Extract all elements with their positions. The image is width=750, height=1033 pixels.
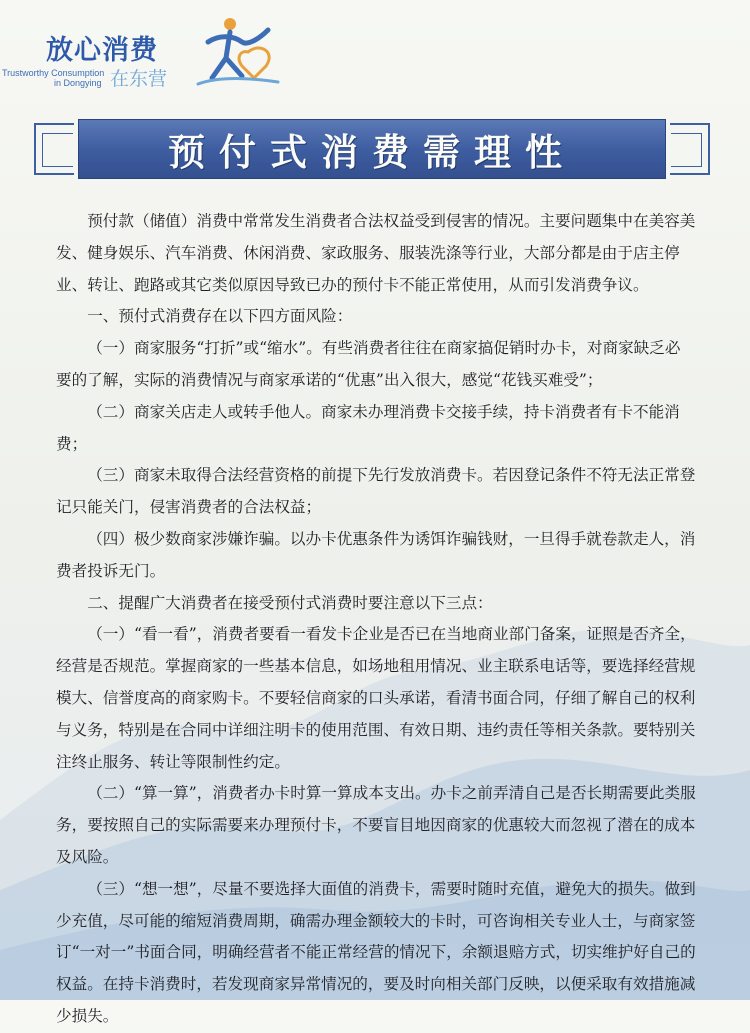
logo-main-text: 放心消费 xyxy=(46,35,158,66)
logo xyxy=(0,8,300,98)
section-heading-risks: 一、预付式消费存在以下四方面风险： xyxy=(87,307,353,326)
risk-item-2: （二）商家关店走人或转手他人。商家未办理消费卡交接手续，持卡消费者有卡不能消费； xyxy=(56,402,680,453)
title-bar xyxy=(78,119,666,179)
logo-city-text: 在东营 xyxy=(110,68,168,90)
section-heading-tips: 二、提醒广大消费者在接受预付式消费时要注意以下三点： xyxy=(87,593,493,612)
risk-item-4: （四）极少数商家涉嫌诈骗。以办卡优惠条件为诱饵诈骗钱财，一旦得手就卷款走人，消费者投诉无门。 xyxy=(56,529,696,580)
tip-item-3: （三）“想一想”，尽量不要选择大面值的消费卡，需要时随时充值，避免大的损失。做到少充值，尽可能的缩短消费周期，确需办理金额较大的卡时，可咨询相关专业人士，与商家签订“一对一”书面合同，明确经营者不能正常经营的情况下，余额退赔方式，切实维护好自己的权益。在持卡消费时，若发现商家异常情况的，要及时向相关部门反映，以便采取有效措施减少损失。 xyxy=(56,879,696,1025)
logo-figure-icon xyxy=(190,12,280,92)
risk-item-1: （一）商家服务“打折”或“缩水”。有些消费者往往在商家搞促销时办卡，对商家缺乏必要的了解，实际的消费情况与商家承诺的“优惠”出入很大，感觉“花钱买难受”； xyxy=(56,339,681,389)
tip-item-1: （一）“看一看”，消费者要看一看发卡企业是否已在当地商业部门备案，证照是否齐全，经营是否规范。掌握商家的一些基本信息，如场地租用情况、业主联系电话等，要选择经营规模大、信誉度高的商家购卡。不要轻信商家的口头承诺，看清书面合同，仔细了解自己的权利与义务，特别是在合同中详细注明卡的使用范围、有效日期、违约责任等相关条款。要特别关注终止服务、转让等限制性约定。 xyxy=(56,625,696,771)
risk-item-3: （三）商家未取得合法经营资格的前提下先行发放消费卡。若因登记条件不符无法正常登记只能关门，侵害消费者的合法权益； xyxy=(56,466,696,517)
title-frame-right xyxy=(670,123,710,175)
title-frame-left xyxy=(34,123,74,175)
logo-subtitle xyxy=(2,68,104,88)
logo-subtitle-line2: in Dongying xyxy=(54,78,102,88)
page-title: 预付式消费需理性 xyxy=(168,130,576,174)
intro-paragraph: 预付款（储值）消费中常常发生消费者合法权益受到侵害的情况。主要问题集中在美容美发、健身娱乐、汽车消费、休闲消费、家政服务、服装洗涤等行业，大部分都是由于店主停业、转让、跑路或其它类似原因导致已办的预付卡不能正常使用，从而引发消费争议。 xyxy=(56,212,696,294)
logo-subtitle-line1: Trustworthy Consumption xyxy=(2,68,105,78)
title-banner xyxy=(34,115,710,185)
tip-item-2: （二）“算一算”，消费者办卡时算一算成本支出。办卡之前弄清自己是否长期需要此类服务，要按照自己的实际需要来办理预付卡，不要盲目地因商家的优惠较大而忽视了潜在的成本及风险。 xyxy=(56,784,696,866)
document-body xyxy=(56,206,696,1033)
